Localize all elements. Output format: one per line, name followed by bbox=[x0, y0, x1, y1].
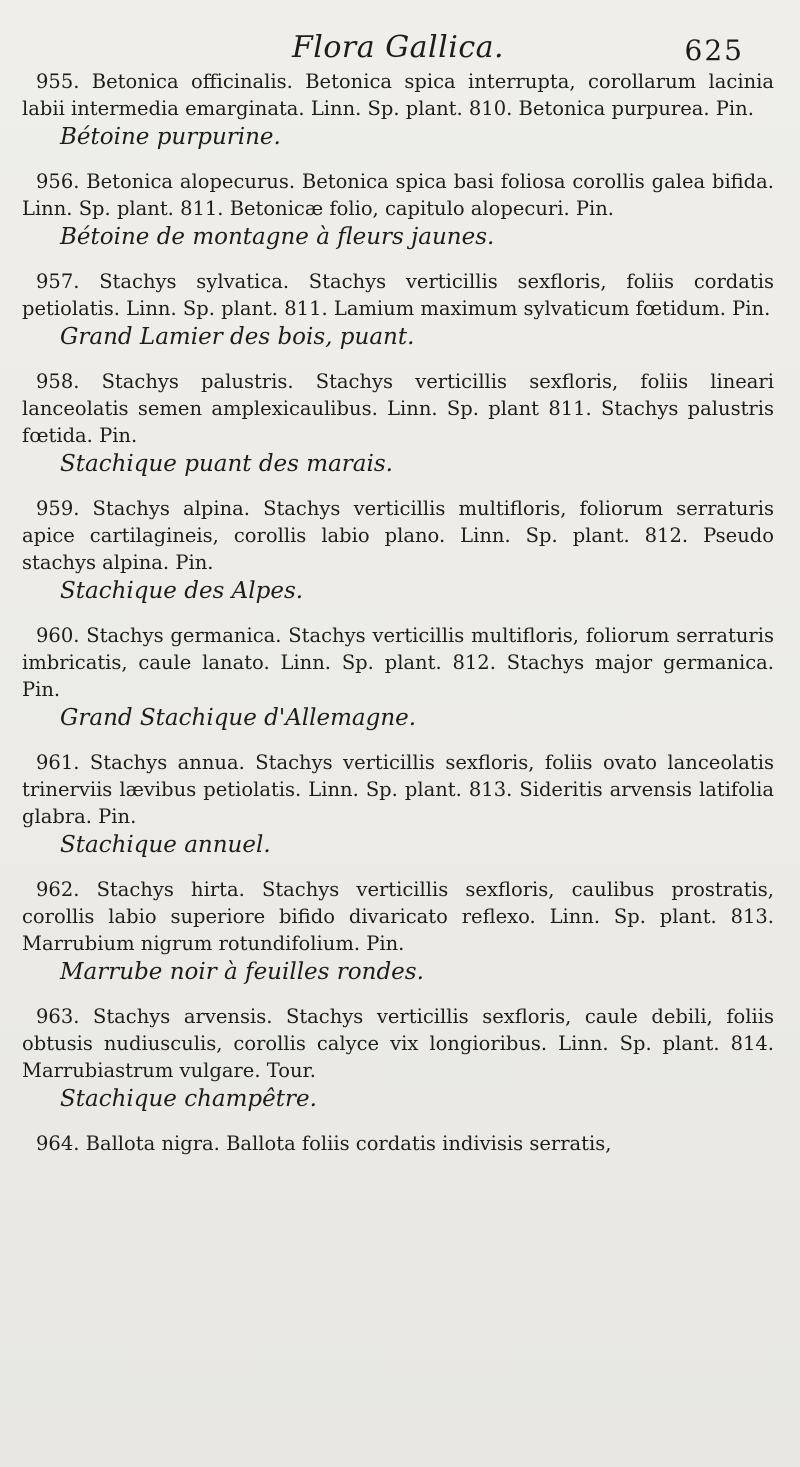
latin-description: 960. Stachys germanica. Stachys verticillis multifloris, foliorum serraturis imbricatis, caule lanato. Linn. Sp. plant. 812. Stachys major germanica. Pin. bbox=[22, 624, 774, 701]
species-entry bbox=[22, 495, 774, 606]
species-entry bbox=[22, 268, 774, 352]
page-number: 625 bbox=[684, 34, 744, 67]
french-name: Grand Stachique d'Allemagne. bbox=[60, 705, 417, 731]
species-entry bbox=[22, 749, 774, 860]
species-entry bbox=[22, 368, 774, 479]
species-entry bbox=[22, 168, 774, 252]
species-entry bbox=[22, 1130, 774, 1157]
french-name: Stachique annuel. bbox=[60, 832, 271, 858]
page-header bbox=[22, 24, 774, 68]
french-name: Bétoine purpurine. bbox=[60, 124, 281, 150]
french-name: Bétoine de montagne à fleurs jaunes. bbox=[60, 224, 495, 250]
french-name: Stachique puant des marais. bbox=[60, 451, 393, 477]
french-name: Stachique des Alpes. bbox=[60, 578, 304, 604]
latin-description: 958. Stachys palustris. Stachys verticillis sexfloris, foliis lineari lanceolatis semen amplexicaulibus. Linn. Sp. plant 811. Stachys palustris fœtida. Pin. bbox=[22, 370, 774, 447]
latin-description: 963. Stachys arvensis. Stachys verticillis sexfloris, caule debili, foliis obtusis nudiusculis, corollis calyce vix longioribus. Linn. Sp. plant. 814. Marrubiastrum vulgare. Tour. bbox=[22, 1005, 774, 1082]
french-name: Stachique champêtre. bbox=[60, 1086, 317, 1112]
latin-description: 961. Stachys annua. Stachys verticillis sexfloris, foliis ovato lanceolatis trinerviis lævibus petiolatis. Linn. Sp. plant. 813. Sideritis arvensis latifolia glabra. Pin. bbox=[22, 751, 774, 828]
running-title: Flora Gallica. bbox=[291, 30, 505, 65]
species-entry bbox=[22, 876, 774, 987]
latin-description: 956. Betonica alopecurus. Betonica spica basi foliosa corollis galea bifida. Linn. Sp. plant. 811. Betonicæ folio, capitulo alopecuri. Pin. bbox=[22, 170, 774, 220]
species-entry bbox=[22, 622, 774, 733]
species-entry bbox=[22, 1003, 774, 1114]
latin-description: 955. Betonica officinalis. Betonica spica interrupta, corollarum lacinia labii intermedia emarginata. Linn. Sp. plant. 810. Betonica purpurea. Pin. bbox=[22, 70, 774, 120]
french-name: Marrube noir à feuilles rondes. bbox=[60, 959, 424, 985]
french-name: Grand Lamier des bois, puant. bbox=[60, 324, 415, 350]
latin-description: 957. Stachys sylvatica. Stachys verticillis sexfloris, foliis cordatis petiolatis. Linn. Sp. plant. 811. Lamium maximum sylvaticum fœtidum. Pin. bbox=[22, 270, 774, 320]
species-entry bbox=[22, 68, 774, 152]
latin-description: 964. Ballota nigra. Ballota foliis cordatis indivisis serratis, bbox=[36, 1132, 612, 1155]
latin-description: 959. Stachys alpina. Stachys verticillis multifloris, foliorum serraturis apice cartilagineis, corollis labio plano. Linn. Sp. plant. 812. Pseudo stachys alpina. Pin. bbox=[22, 497, 774, 574]
latin-description: 962. Stachys hirta. Stachys verticillis sexfloris, caulibus prostratis, corollis labio superiore bifido divaricato reflexo. Linn. Sp. plant. 813. Marrubium nigrum rotundifolium. Pin. bbox=[22, 878, 774, 955]
